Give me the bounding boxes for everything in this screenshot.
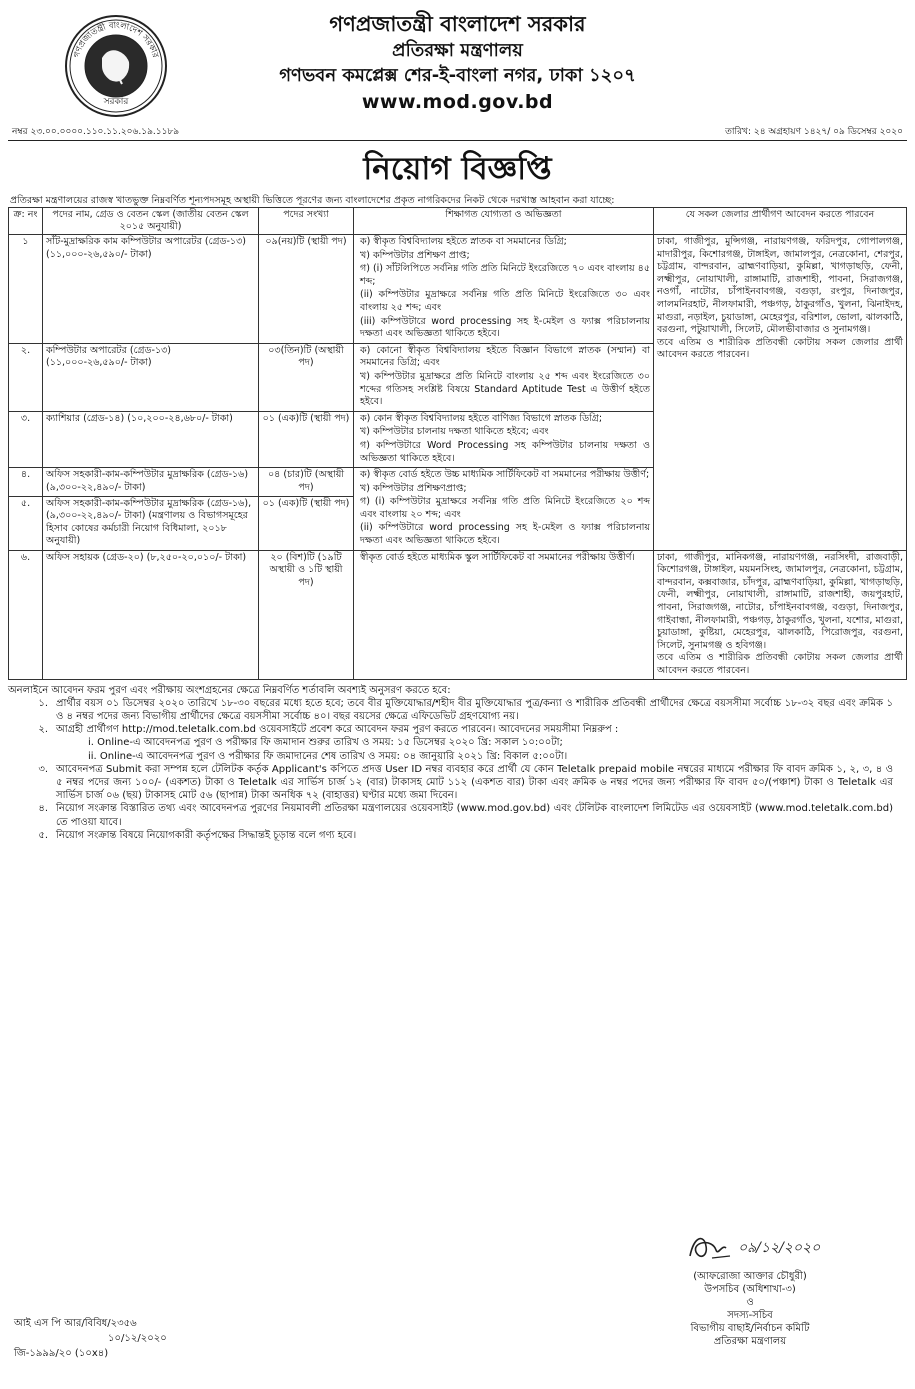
qual-line: খ) কম্পিউটার প্রশিক্ষণ প্রাপ্ত; [360,249,470,261]
row-count: ২০ (বিশ)টি (১৯টি অস্থায়ী ও ১টি স্থায়ী পদ) [259,550,354,679]
condition-text: প্রার্থীর বয়স ০১ ডিসেম্বর ২০২০ তারিখে ১৮-৩০ বছরের মধ্যে হতে হবে; তবে বীর মুক্তিযোদ্ধার/শহীদ বীর মুক্তিযোদ্ধার পুত্র/কন্যা ও শারীরিক প্রতিবন্ধী প্রার্থীদের ক্ষেত্রে বয়সসীমা সর্বোচ্চ ১৮-৩২ বছর এবং ক্রমিক ১ ও ৪ নম্বর পদের জন্য বিভাগীয় প্রার্থীদের ক্ষেত্রে বয়সসীমা সর্বোচ্চ ৪০। বছর বয়সের ক্ষেত্রে এফিডেভিট গ্রহণযোগ্য নয়। [56,697,893,722]
signatory-role1: সদস্য-সচিব [727,1310,773,1321]
condition-number: ৫. [38,829,48,841]
districts-1-5 [654,235,907,551]
row-qualification [354,411,654,467]
col-header-qualification: শিক্ষাগত যোগ্যতা ও অভিজ্ঞতা [354,208,654,235]
condition-sub-item: i. Online-এ আবেদনপত্র পুরণ ও পরীক্ষার ফি জমাদান শুরুর তারিখ ও সময়: ১৫ ডিসেম্বর ২০২০ খ্রি: সকাল ১০:০০টা; [88,737,563,749]
col-header-post: পদের নাম, গ্রেড ও বেতন স্কেল (জাতীয় বেতন স্কেল ২০১৫ অনুযায়ী) [43,208,259,235]
condition-number: ১. [38,697,48,709]
qual-line: ক) কোনো স্বীকৃত বিশ্ববিদ্যালয় হইতে বিজ্ঞান বিভাগে স্নাতক (সম্মান) বা সমমানের ডিগ্রি; এবং [360,344,650,369]
condition-text: আগ্রহী প্রার্থীগণ http://mod.teletalk.com.bd ওয়েবসাইটে প্রবেশ করে আবেদন ফরম পুরণ করতে পারবেন। আবেদনের সময়সীমা নিম্নরুপ : [56,724,619,736]
posts-table [8,207,907,680]
row-sl: ৫. [9,496,43,550]
row-sl: ৩. [9,411,43,467]
notice-title: নিয়োগ বিজ্ঞপ্তি [363,151,552,187]
condition-item [8,697,907,723]
qual-line: গ) (i) সাঁটলিপিতে সর্বনিম্ন গতি প্রতি মিনিটে ইংরেজিতে ৭০ এবং বাংলায় ৪৫ শব্দ; [360,263,650,287]
qual-line: ক) স্বীকৃত বোর্ড হইতে উচ্চ মাধ্যমিক সার্টিফিকেট বা সমমানের পরীক্ষায় উত্তীর্ণ; [360,469,650,481]
row-sl: ১ [9,235,43,344]
col-header-sl: ক্র: নং [9,208,43,235]
col-header-count: পদের সংখ্যা [259,208,354,235]
condition-number: ৩. [38,763,48,775]
condition-text: আবেদনপত্র Submit করা সম্পন্ন হলে টেলিটক কর্তৃক Applicant's কপিতে প্রদত্ত User ID নম্বর ব্যবহার করে প্রার্থী যে কোন Teletalk prepaid mobile নম্বরের মাধ্যমে পরীক্ষার ফি বাবদ ক্রমিক ১, ২, ৩, ৪ ও ৫ নম্বর পদের জন্য ১০০/- (একশত) টাকা ও Teletalk এর সার্ভিস চার্জ ১২ (বার) টাকাসহ মোট ১১২ (একশত বার) টাকা এবং ক্রমিক ৬ নম্বর পদের জন্য পরীক্ষার ফি বাবদ ৫০/(পঞ্চাশ) টাকা ও Teletalk এর সার্ভিস চার্জ ০৬ (ছয়) টাকাসহ মোট ৫৬ (ছাপান্ন) টাকা অনধিক ৭২ (বাহাত্তর) ঘণ্টার মধ্যে জমা দিবেন। [56,763,893,802]
row-qualification [354,343,654,411]
row-sl: ২. [9,343,43,411]
signature-block [600,1226,900,1348]
qual-line: খ) কম্পিউটার চালনায় দক্ষতা থাকিতে হইবে; এবং [360,426,549,438]
svg-text:সরকার: সরকার [103,97,129,107]
condition-item [8,802,907,828]
qual-line: (iii) কম্পিউটারে word processing সহ ই-মেইল ও ফ্যাক্স পরিচালনায় দক্ষতা এবং অভিজ্ঞতা থাকিতে হইবে। [360,315,650,340]
row-count: ০১ (এক)টি (স্থায়ী পদ) [259,411,354,467]
conditions [8,684,907,842]
qual-line: (ii) কম্পিউটারে word processing সহ ই-মেইল ও ফ্যাক্স পরিচালনায় দক্ষতা এবং অভিজ্ঞতা থাকিতে হইবে। [360,522,650,547]
signature-icon [660,1226,840,1266]
qual-line: ক) কোন স্বীকৃত বিশ্ববিদ্যালয় হইতে বাণিজ্য বিভাগে স্নাতক ডিগ্রি; [360,412,603,424]
row-qualification [354,468,654,551]
signature-date: ০৯/১২/২০২০ [738,1240,821,1256]
condition-text: নিয়োগ সংক্রান্ত বিষয়ে নিয়োগকারী কর্তৃপক্ষের সিদ্ধান্তই চূড়ান্ত বলে গণ্য হবে। [56,829,357,841]
row-post: অফিস সহায়ক (গ্রেড-২০) (৮,২৫০-২০,০১০/- টাকা) [43,550,259,679]
qual-line: গ) (i) কম্পিউটার মুদ্রাক্ষরে সর্বনিম্ন গতি প্রতি মিনিটে ইংরেজিতে ২০ শব্দ এবং বাংলায় ২০ শব্দ; এবং [360,496,650,520]
memo-number: নম্বর ২৩.০০.০০০০.১১০.১১.২০৬.১৯.১১৮৯ [12,127,180,137]
quota-note: তবে এতিম ও শারীরিক প্রতিবন্ধী কোটায় সকল জেলার প্রার্থী আবেদন করতে পারবেন। [657,336,903,361]
signatory-and: ও [746,1297,754,1308]
col-header-districts: যে সকল জেলার প্রার্থীগণ আবেদন করতে পারবেন [654,208,907,235]
qual-line: খ) কম্পিউটার মুদ্রাক্ষরে প্রতি মিনিটে বাংলায় ২৫ শব্দ এবং ইংরেজিতে ৩০ শব্দের গতিসহ সংশ্লিষ্ট বিষয়ে Standard Aptitude Test এ উত্তীর্ণ হইতে হইবে। [360,370,650,408]
districts-6 [654,550,907,679]
row-sl: ৬. [9,550,43,679]
condition-item [8,763,907,803]
qual-line: (ii) কম্পিউটার মুদ্রাক্ষরে সর্বনিম্ন গতি প্রতি মিনিটে ইংরেজিতে ৩০ এবং বাংলায় ২৫ শব্দ; এবং [360,289,650,313]
header-divider [8,140,907,141]
row-count: ০৯(নয়)টি (স্থায়ী পদ) [259,235,354,344]
row-qualification [354,235,654,344]
header [8,6,907,144]
row-qualification [354,550,654,679]
conditions-heading: অনলাইনে আবেদন ফরম পুরণ এবং পরীক্ষায় অংশগ্রহনের ক্ষেত্রে নিম্নবর্ণিত শর্তাবলি অবশ্যই অনুসরণ করতে হবে: [8,684,451,696]
row-post: সাঁট-মুদ্রাক্ষরিক কাম কম্পিউটার অপারেটর (গ্রেড-১৩) (১১,০০০-২৬,৫৯০/- টাকা) [43,235,259,344]
website[interactable]: www.mod.gov.bd [361,91,554,113]
row-count: ০১ (এক)টি (স্থায়ী পদ) [259,496,354,550]
signatory-designation: উপসচিব (অধিশাখা-৩) [704,1284,796,1295]
condition-item [8,723,907,736]
signatory-office: প্রতিরক্ষা মন্ত্রণালয় [713,1336,787,1347]
qual-line: খ) কম্পিউটার প্রশিক্ষণপ্রাপ্ত; [360,482,467,494]
qual-line: ক) স্বীকৃত বিশ্ববিদ্যালয় হইতে স্নাতক বা সমমানের ডিগ্রি; [360,236,567,247]
row-count: ০৪ (চার)টি (অস্থায়ী পদ) [259,468,354,497]
isp-ref: আই এস পি আর/বিবিধ/২৩৫৬ [14,1318,137,1329]
signatory-role2: বিভাগীয় বাছাই/নির্বাচন কমিটি [690,1323,810,1334]
row-post: কম্পিউটার অপারেটর (গ্রেড-১৩) (১১,০০০-২৬,৫৯০/- টাকা) [43,343,259,411]
qual-line: স্বীকৃত বোর্ড হইতে মাধ্যমিক স্কুল সার্টিফিকেট বা সমমানের পরীক্ষায় উত্তীর্ণ। [360,551,635,563]
row-post: অফিস সহকারী-কাম-কম্পিউটার মুদ্রাক্ষরিক (গ্রেড-১৬), (৯,৩০০-২২,৪৯০/- টাকা) (মন্ত্রণালয় ও বিভাগসমূহের হিসাব কোষের কর্মচারী নিয়োগ বিধিমালা, ২০১৮ অনুযায়ী) [43,496,259,550]
quota-note: তবে এতিম ও শারীরিক প্রতিবন্ধী কোটায় সকল জেলার প্রার্থী আবেদন করতে পারবেন। [657,652,903,676]
footer-refs [14,1316,167,1361]
condition-sub-item: ii. Online-এ আবেদনপত্র পুরণ ও পরীক্ষার ফি জমাদানের শেষ তারিখ ও সময়: ০৪ জানুয়ারি ২০২১ খ্রি: বিকাল ৫:০০টা। [88,750,568,762]
row-post: অফিস সহকারী-কাম-কম্পিউটার মুদ্রাক্ষরিক (গ্রেড-১৬) (৯,৩০০-২২,৪৯০/- টাকা) [43,468,259,497]
row-post: ক্যাশিয়ার (গ্রেড-১৪) (১০,২০০-২৪,৬৮০/- টাকা) [43,411,259,467]
address: গণভবন কমপ্লেক্স শের-ই-বাংলা নগর, ঢাকা ১২০৭ [279,65,636,86]
print-ref: জি-১৯৯৯/২০ (১০x৪) [14,1348,109,1359]
condition-item [8,829,907,842]
govt-name: গণপ্রজাতন্ত্রী বাংলাদেশ সরকার [329,12,586,36]
table-row [9,550,907,679]
table-row [9,235,907,344]
row-count: ০৩(তিন)টি (অস্থায়ী পদ) [259,343,354,411]
condition-number: ২. [38,724,48,736]
ministry-name: প্রতিরক্ষা মন্ত্রণালয় [392,40,523,61]
seal-text: গণপ্রজাতন্ত্রী বাংলাদেশ সরকার [71,20,160,59]
signatory-name: (আফরোজা আক্তার চৌধুরী) [693,1271,807,1282]
memo-date: তারিখ: ২৪ অগ্রহায়ণ ১৪২৭/ ০৯ ডিসেম্বর ২০২০ [725,127,903,137]
condition-text: নিয়োগ সংক্রান্ত বিস্তারিত তথ্য এবং আবেদনপত্র পুরণের নিয়মাবলী প্রতিরক্ষা মন্ত্রণালয়ের ওয়েবসাইট (www.mod.gov.bd) এবং টেলিটক বাংলাদেশ লিমিটেড এর ওয়েবসাইট (www.mod.teletalk.com.bd) তে পাওয়া যাবে। [56,803,893,828]
condition-number: ৪. [38,803,48,815]
district-list: ঢাকা, গাজীপুর, মানিকগঞ্জ, নারায়ণগঞ্জ, নরসিংদী, রাজবাড়ী, কিশোরগঞ্জ, টাঙ্গাইল, ময়মনসিংহ, জামালপুর, নেত্রকোনা, চট্টগ্রাম, বান্দরবান, কক্সবাজার, চাঁদপুর, ব্রাহ্মণবাড়িয়া, কুমিল্লা, খাগড়াছড়ি, ফেনী, লক্ষ্মীপুর, নোয়াখালী, রাঙ্গামাটি, রাজশাহী, জয়পুরহাট, পাবনা, সিরাজগঞ্জ, নাটোর, চাঁপাইনবাবগঞ্জ, বগুড়া, দিনাজপুর, গাইবান্ধা, নীলফামারী, পঞ্চগড়, ঠাকুরগাঁও, খুলনা, যশোর, মাগুরা, চুয়াডাঙ্গা, কুষ্টিয়া, মেহেরপুর, ঝালকাঠি, পিরোজপুর, বরগুনা, সিলেট, সুনামগঞ্জ ও হবিগঞ্জ। [657,551,903,651]
isp-date: ১০/১২/২০২০ [108,1333,167,1344]
intro-text: প্রতিরক্ষা মন্ত্রণালয়ের রাজস্ব খাতভুক্ত নিম্নবর্ণিত শূন্যপদসমূহ অস্থায়ী ভিত্তিতে পূরণের জন্য বাংলাদেশের প্রকৃত নাগরিকদের নিকট থেকে দরখাস্ত আহবান করা যাচ্ছে: [10,195,615,206]
qual-line: গ) কম্পিউটারে Word Processing সহ কম্পিউটার চালনায় দক্ষতা ও অভিজ্ঞতা থাকিতে হইবে। [360,439,650,464]
district-list: ঢাকা, গাজীপুর, মুন্সিগঞ্জ, নারায়ণগঞ্জ, ফরিদপুর, গোপালগঞ্জ, মাদারীপুর, কিশোরগঞ্জ, টাঙ্গাইল, জামালপুর, নেত্রকোনা, শেরপুর, চট্টগ্রাম, বান্দরবান, ব্রাহ্মণবাড়িয়া, কুমিল্লা, খাগড়াছড়ি, ফেনী, লক্ষ্মীপুর, নোয়াখালী, রাঙ্গামাটি, রাজশাহী, পাবনা, সিরাজগঞ্জ, নওগাঁ, নাটোর, চাঁপাইনবাবগঞ্জ, বগুড়া, রংপুর, দিনাজপুর, লালমনিরহাট, নীলফামারী, পঞ্চগড়, ঠাকুরগাঁও, খুলনা, ঝিনাইদহ, মাগুরা, নড়াইল, চুয়াডাঙ্গা, মেহেরপুর, বরিশাল, ভোলা, ঝালকাঠি, বরগুনা, পটুয়াখালী, সিলেট, মৌলভীবাজার ও সুনামগঞ্জ। [657,236,903,336]
row-sl: ৪. [9,468,43,497]
